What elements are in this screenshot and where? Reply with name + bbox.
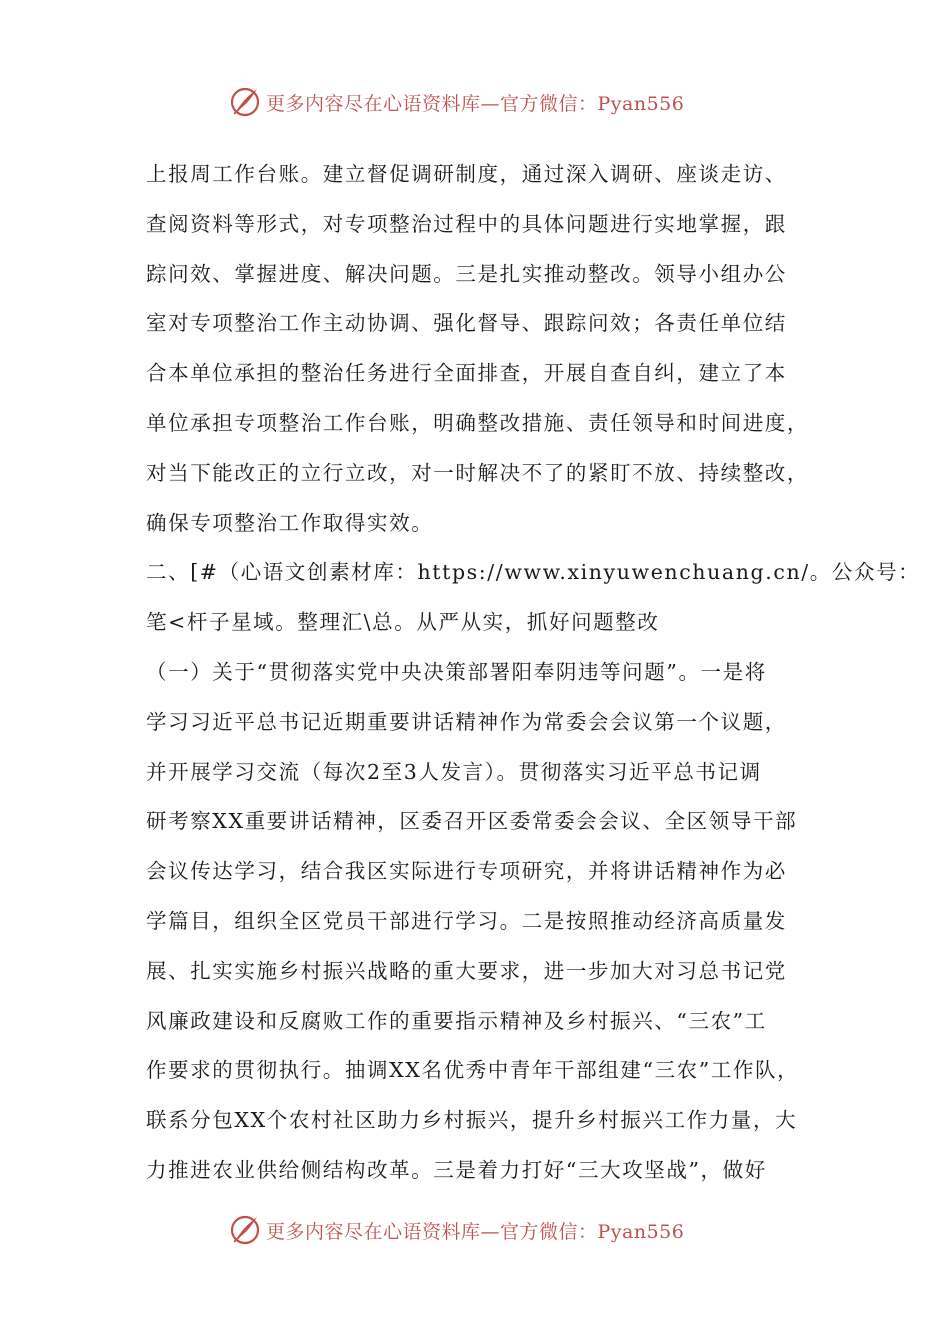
paragraph-line: 力推进农业供给侧结构改革。三是着力打好“三大攻坚战”，做好 <box>146 1157 767 1182</box>
quill-pen-icon <box>228 1213 262 1247</box>
paragraph-line: 风廉政建设和反腐败工作的重要指示精神及乡村振兴、“三农”工 <box>146 1008 767 1033</box>
quill-pen-icon <box>228 85 262 119</box>
paragraph-line: （一）关于“贯彻落实党中央决策部署阳奉阴违等问题”。一是将 <box>146 659 767 684</box>
paragraph-line: 联系分包XX个农村社区助力乡村振兴，提升乡村振兴工作力量，大 <box>146 1108 798 1133</box>
paragraph-line: 学篇目，组织全区党员干部进行学习。二是按照推动经济高质量发 <box>146 908 787 933</box>
header-banner <box>228 84 748 120</box>
banner-text: 更多内容尽在心语资料库—官方微信：Pyan556 <box>266 92 685 115</box>
paragraph-line: 并开展学习交流（每次2至3人发言）。贯彻落实习近平总书记调 <box>146 759 762 784</box>
paragraph-line: 查阅资料等形式，对专项整治过程中的具体问题进行实地掌握，跟 <box>146 211 787 236</box>
section-heading-line: 笔<杆子星域。整理汇\总。从严从实，抓好问题整改 <box>146 610 660 635</box>
paragraph-line: 学习习近平总书记近期重要讲话精神作为常委会会议第一个议题， <box>146 709 787 734</box>
paragraph-line: 对当下能改正的立行立改，对一时解决不了的紧盯不放、持续整改， <box>146 460 809 485</box>
paragraph-line: 踪问效、掌握进度、解决问题。三是扎实推动整改。领导小组办公 <box>146 261 787 286</box>
paragraph-line: 研考察XX重要讲话精神，区委召开区委常委会会议、全区领导干部 <box>146 809 798 834</box>
document-body <box>146 150 921 1196</box>
footer-banner <box>228 1212 748 1248</box>
banner-text: 更多内容尽在心语资料库—官方微信：Pyan556 <box>266 1220 685 1243</box>
paragraph-line: 上报周工作台账。建立督促调研制度，通过深入调研、座谈走访、 <box>146 162 787 186</box>
section-heading-line: 二、[#（心语文创素材库：https://www.xinyuwenchuang.cn/。公众号： <box>146 560 921 585</box>
paragraph-line: 确保专项整治工作取得实效。 <box>146 510 434 535</box>
paragraph-line: 单位承担专项整治工作台账，明确整改措施、责任领导和时间进度， <box>146 410 809 435</box>
paragraph-line: 会议传达学习，结合我区实际进行专项研究，并将讲话精神作为必 <box>146 859 787 884</box>
paragraph-line: 室对专项整治工作主动协调、强化督导、跟踪问效；各责任单位结 <box>146 311 787 336</box>
paragraph-line: 作要求的贯彻执行。抽调XX名优秀中青年干部组建“三农”工作队， <box>146 1058 800 1083</box>
paragraph-line: 合本单位承担的整治任务进行全面排查，开展自查自纠，建立了本 <box>146 361 787 386</box>
paragraph-line: 展、扎实实施乡村振兴战略的重大要求，进一步加大对习总书记党 <box>146 958 787 983</box>
